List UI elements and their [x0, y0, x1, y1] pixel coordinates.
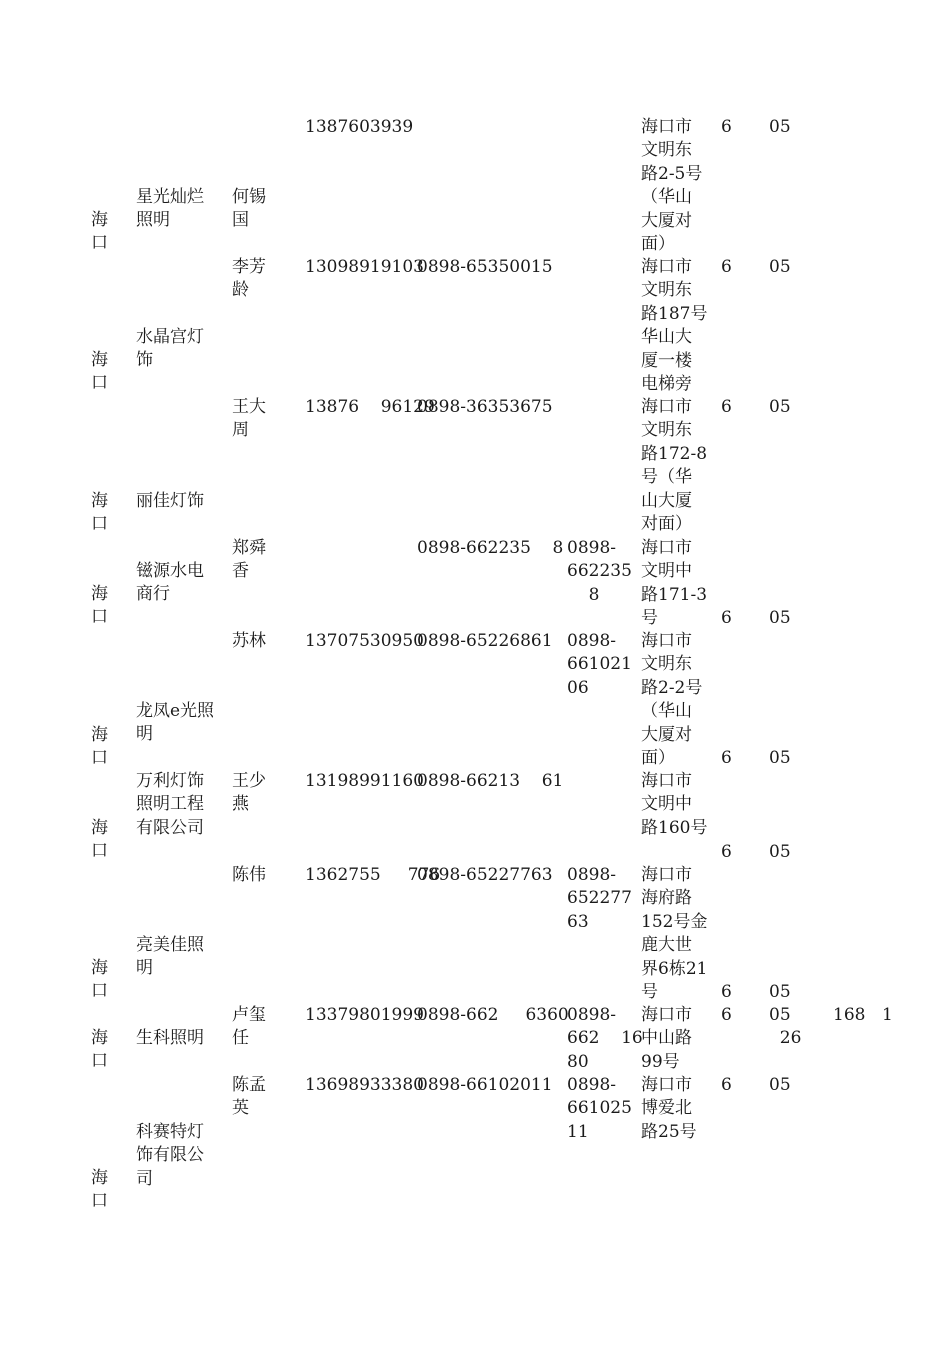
- contact-cell: 陈孟 英: [232, 1075, 266, 1119]
- contact-cell: 苏林: [232, 631, 266, 651]
- company-cell: 星光灿烂 照明: [136, 187, 204, 231]
- city-cell: 海 口: [91, 210, 108, 254]
- address-cell: 海口市 文明东 路2-5号 （华山 大厦对 面）: [641, 117, 703, 255]
- city-cell: 海 口: [91, 491, 108, 535]
- company-cell: 万利灯饰 照明工程 有限公司: [136, 771, 204, 838]
- mobile-cell: 1387603939: [305, 117, 414, 137]
- mobile-cell: 13198991160: [305, 771, 424, 791]
- address-cell: 海口市 博爱北 路25号: [641, 1075, 697, 1142]
- contact-cell: 王少 燕: [232, 771, 266, 815]
- col-a-cell: 6: [721, 117, 732, 137]
- contact-cell: 李芳 龄: [232, 257, 266, 301]
- mobile-cell: 13698933380: [305, 1075, 424, 1095]
- city-cell: 海 口: [91, 350, 108, 394]
- fax-cell: 0898- 661021 06: [567, 631, 632, 698]
- contact-cell: 郑舜 香: [232, 538, 266, 582]
- col-b-cell: 05: [769, 257, 791, 277]
- mobile-cell: 1362755 776: [305, 865, 441, 885]
- city-cell: 海 口: [91, 1168, 108, 1212]
- phone-cell: 0898-66213 61: [417, 771, 564, 791]
- col-a-cell: 6: [721, 842, 732, 862]
- city-cell: 海 口: [91, 1028, 108, 1072]
- company-cell: 亮美佳照 明: [136, 935, 204, 979]
- fax-cell: 0898- 662235 8: [567, 538, 632, 605]
- address-cell: 海口市 中山路 99号: [641, 1005, 692, 1072]
- fax-cell: 0898- 662 16 80: [567, 1005, 643, 1072]
- mobile-cell: 13379801999: [305, 1005, 424, 1025]
- col-a-cell: 6: [721, 1005, 732, 1025]
- phone-cell: 0898-65350015: [417, 257, 553, 277]
- city-cell: 海 口: [91, 958, 108, 1002]
- city-cell: 海 口: [91, 818, 108, 862]
- col-a-cell: 6: [721, 1075, 732, 1095]
- col-a-cell: 6: [721, 748, 732, 768]
- address-cell: 海口市 文明东 路2-2号 （华山 大厦对 面）: [641, 631, 703, 769]
- company-cell: 生科照明: [136, 1028, 204, 1048]
- phone-cell: 0898-65227763: [417, 865, 553, 885]
- address-cell: 海口市 文明中 路171-3 号: [641, 538, 708, 629]
- fax-cell: 0898- 661025 11: [567, 1075, 632, 1142]
- company-cell: 科赛特灯 饰有限公 司: [136, 1122, 204, 1189]
- contact-cell: 何锡 国: [232, 187, 266, 231]
- col-c-cell: 168: [833, 1005, 866, 1025]
- col-a-cell: 6: [721, 397, 732, 417]
- contact-cell: 陈伟: [232, 865, 266, 885]
- address-cell: 海口市 文明东 路172-8 号（华 山大厦 对面）: [641, 397, 708, 535]
- mobile-cell: 13707530950: [305, 631, 424, 651]
- col-b-cell: 05: [769, 608, 791, 628]
- col-b-cell: 05: [769, 1075, 791, 1095]
- phone-cell: 0898-66102011: [417, 1075, 553, 1095]
- company-cell: 龙凤e光照 明: [136, 701, 215, 745]
- col-b-cell: 05: [769, 842, 791, 862]
- col-b-cell: 05: [769, 397, 791, 417]
- address-cell: 海口市 文明中 路160号: [641, 771, 708, 838]
- col-a-cell: 6: [721, 982, 732, 1002]
- col-a-cell: 6: [721, 608, 732, 628]
- contact-cell: 王大 周: [232, 397, 266, 441]
- mobile-cell: 13098919103: [305, 257, 424, 277]
- col-b-cell: 05: [769, 748, 791, 768]
- phone-cell: 0898-662235 8: [417, 538, 564, 558]
- mobile-cell: 13876 96129: [305, 397, 435, 417]
- address-cell: 海口市 文明东 路187号 华山大 厦一楼 电梯旁: [641, 257, 708, 395]
- contact-cell: 卢玺 任: [232, 1005, 266, 1049]
- col-b-cell: 05: [769, 982, 791, 1002]
- col-a-cell: 6: [721, 257, 732, 277]
- company-cell: 水晶宫灯 饰: [136, 327, 204, 371]
- fax-cell: 0898- 652277 63: [567, 865, 632, 932]
- phone-cell: 0898-662 6360: [417, 1005, 569, 1025]
- address-cell: 海口市 海府路 152号金 鹿大世 界6栋21 号: [641, 865, 708, 1003]
- company-cell: 丽佳灯饰: [136, 491, 204, 511]
- phone-cell: 0898-65226861: [417, 631, 553, 651]
- col-b-cell: 05 26: [769, 1005, 802, 1049]
- city-cell: 海 口: [91, 725, 108, 769]
- col-b-cell: 05: [769, 117, 791, 137]
- city-cell: 海 口: [91, 584, 108, 628]
- phone-cell: 0898-36353675: [417, 397, 553, 417]
- col-d-cell: 1: [882, 1005, 893, 1025]
- company-cell: 镃源水电 商行: [136, 561, 204, 605]
